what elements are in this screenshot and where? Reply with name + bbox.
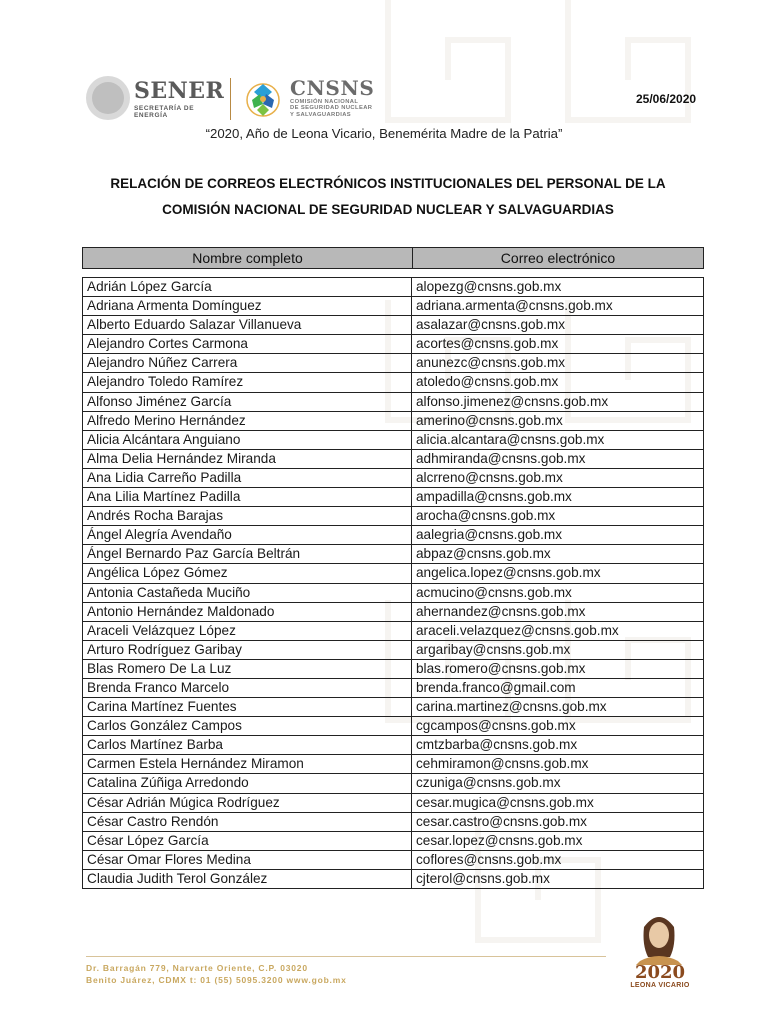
sener-name: SENER [134, 78, 225, 104]
employee-name: Angélica López Gómez [83, 564, 412, 582]
employee-name: Ana Lilia Martínez Padilla [83, 488, 412, 506]
employee-name: César Omar Flores Medina [83, 851, 412, 869]
employee-email: argaribay@cnsns.gob.mx [416, 641, 571, 657]
employee-name: Antonia Castañeda Muciño [83, 584, 412, 602]
table-row [83, 354, 703, 373]
table-row [83, 316, 703, 335]
employee-name: César López García [83, 832, 412, 850]
employee-name: Adrián López García [83, 278, 412, 296]
atom-icon [242, 74, 284, 122]
cnsns-name: CNSNS [290, 76, 375, 100]
header [86, 72, 706, 124]
employee-email: angelica.lopez@cnsns.gob.mx [416, 565, 601, 581]
table-row [83, 507, 703, 526]
leona-year: 2020 [634, 962, 686, 983]
employee-email: brenda.franco@gmail.com [416, 679, 576, 695]
table-row [83, 774, 703, 793]
employee-email: cgcampos@cnsns.gob.mx [416, 718, 576, 734]
mexico-seal-icon [86, 76, 130, 120]
footer-divider [86, 956, 606, 957]
employee-name: Carina Martínez Fuentes [83, 698, 412, 716]
table-row [83, 603, 703, 622]
employee-email: acortes@cnsns.gob.mx [416, 336, 559, 352]
table-row [83, 698, 703, 717]
employee-name: Adriana Armenta Domínguez [83, 297, 412, 315]
employee-email: blas.romero@cnsns.gob.mx [416, 660, 586, 676]
table-row [83, 832, 703, 851]
employee-email: arocha@cnsns.gob.mx [416, 508, 556, 524]
employee-email: araceli.velazquez@cnsns.gob.mx [416, 622, 619, 638]
employee-name: Antonio Hernández Maldonado [83, 603, 412, 621]
employee-name: César Adrián Múgica Rodríguez [83, 794, 412, 812]
employee-email: adhmiranda@cnsns.gob.mx [416, 450, 586, 466]
employee-name: Alejandro Toledo Ramírez [83, 373, 412, 391]
employee-email: ahernandez@cnsns.gob.mx [416, 603, 586, 619]
employee-email: atoledo@cnsns.gob.mx [416, 374, 559, 390]
employee-name: Ángel Bernardo Paz García Beltrán [83, 545, 412, 563]
employee-email: adriana.armenta@cnsns.gob.mx [416, 298, 613, 314]
employee-email: ampadilla@cnsns.gob.mx [416, 489, 572, 505]
table-row [83, 851, 703, 870]
employee-name: Araceli Velázquez López [83, 622, 412, 640]
employee-email: czuniga@cnsns.gob.mx [416, 775, 561, 791]
table-body [82, 277, 704, 889]
employee-name: Alma Delia Hernández Miranda [83, 450, 412, 468]
employee-email: cehmiramon@cnsns.gob.mx [416, 756, 589, 772]
footer-address [86, 962, 347, 986]
logo-divider [230, 78, 231, 120]
cnsns-subtitle [290, 99, 372, 118]
table-row [83, 393, 703, 412]
employee-email: alopezg@cnsns.gob.mx [416, 279, 562, 294]
employee-name: Carlos González Campos [83, 717, 412, 735]
table-row [83, 373, 703, 392]
table-row [83, 870, 703, 889]
employee-name: Alejandro Cortes Carmona [83, 335, 412, 353]
table-row [83, 297, 703, 316]
table-row [83, 717, 703, 736]
employee-email: anunezc@cnsns.gob.mx [416, 355, 566, 371]
sener-logo [86, 72, 225, 124]
employee-name: Catalina Zúñiga Arredondo [83, 774, 412, 792]
employee-name: Alberto Eduardo Salazar Villanueva [83, 316, 412, 334]
employee-name: Alfredo Merino Hernández [83, 412, 412, 430]
employee-email: cesar.lopez@cnsns.gob.mx [416, 832, 583, 848]
employee-name: Arturo Rodríguez Garibay [83, 641, 412, 659]
column-header-email: Correo electrónico [500, 250, 616, 266]
table-row [83, 794, 703, 813]
employee-email: coflores@cnsns.gob.mx [416, 851, 562, 867]
document-title [60, 171, 716, 223]
footer-address-line: Dr. Barragán 779, Narvarte Oriente, C.P. 03020 [86, 963, 308, 973]
employee-name: Carmen Estela Hernández Miramon [83, 755, 412, 773]
employee-email: aalegria@cnsns.gob.mx [416, 527, 563, 543]
table-row [83, 469, 703, 488]
employee-name: Alicia Alcántara Anguiano [83, 431, 412, 449]
employee-name: Brenda Franco Marcelo [83, 679, 412, 697]
employee-email: alicia.alcantara@cnsns.gob.mx [416, 431, 605, 447]
footer-address-line: Benito Juárez, CDMX t: 01 (55) 5095.3200 www.gob.mx [86, 975, 347, 985]
employee-name: Alfonso Jiménez García [83, 393, 412, 411]
table-header [82, 247, 704, 269]
employee-name: Alejandro Núñez Carrera [83, 354, 412, 372]
cnsns-subtitle-line: COMISIÓN NACIONAL [290, 99, 359, 105]
employee-email: acmucino@cnsns.gob.mx [416, 584, 572, 600]
employee-email: carina.martinez@cnsns.gob.mx [416, 699, 607, 715]
employee-email: cmtzbarba@cnsns.gob.mx [416, 737, 578, 753]
table-row [83, 679, 703, 698]
employee-email: amerino@cnsns.gob.mx [416, 412, 563, 428]
table-row [83, 488, 703, 507]
employee-name: Ana Lidia Carreño Padilla [83, 469, 412, 487]
table-row [83, 641, 703, 660]
employee-name: Ángel Alegría Avendaño [83, 526, 412, 544]
employee-email: alcrreno@cnsns.gob.mx [416, 469, 563, 485]
column-header-name: Nombre completo [83, 248, 413, 268]
cnsns-subtitle-line: DE SEGURIDAD NUCLEAR [290, 105, 373, 112]
motto: “2020, Año de Leona Vicario, Benemérita Madre de la Patria” [205, 126, 563, 141]
title-line: COMISIÓN NACIONAL DE SEGURIDAD NUCLEAR Y SALVAGUARDIAS [162, 202, 614, 217]
table-row [83, 526, 703, 545]
employee-name: Claudia Judith Terol González [83, 870, 412, 888]
employee-email: cjterol@cnsns.gob.mx [416, 870, 550, 886]
sener-subtitle: SECRETARÍA DE ENERGÍA [134, 105, 195, 119]
cnsns-subtitle-line: Y SALVAGUARDIAS [290, 111, 352, 118]
table-row [83, 660, 703, 679]
employee-name: Andrés Rocha Barajas [83, 507, 412, 525]
employee-email: asalazar@cnsns.gob.mx [416, 317, 566, 333]
table-row [83, 622, 703, 641]
employee-email: abpaz@cnsns.gob.mx [416, 546, 551, 562]
employee-name: Carlos Martínez Barba [83, 736, 412, 754]
table-row [83, 431, 703, 450]
table-row [83, 545, 703, 564]
table-row [83, 412, 703, 431]
cnsns-logo [242, 72, 402, 124]
employee-email: cesar.mugica@cnsns.gob.mx [416, 794, 594, 810]
table-row [83, 755, 703, 774]
table-row [83, 564, 703, 583]
table-row [83, 584, 703, 603]
employee-name: César Castro Rendón [83, 813, 412, 831]
table-row [83, 736, 703, 755]
leona-name: LEONA VICARIO [630, 982, 690, 989]
title-line: RELACIÓN DE CORREOS ELECTRÓNICOS INSTITUCIONALES DEL PERSONAL DE LA [110, 176, 666, 191]
employee-email: alfonso.jimenez@cnsns.gob.mx [416, 393, 609, 409]
table-row [83, 335, 703, 354]
table-row [83, 450, 703, 469]
table-row [83, 813, 703, 832]
employee-email: cesar.castro@cnsns.gob.mx [416, 813, 587, 829]
document-date: 25/06/2020 [636, 92, 697, 106]
employee-name: Blas Romero De La Luz [83, 660, 412, 678]
table-row [83, 278, 703, 297]
